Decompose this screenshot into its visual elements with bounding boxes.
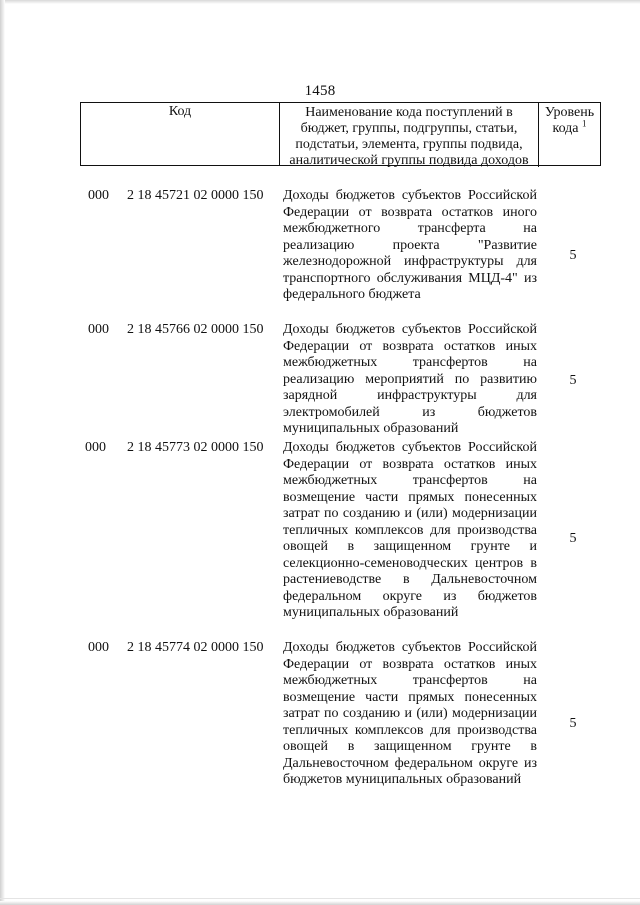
header-level-line1: Уровень <box>544 105 595 120</box>
scan-edge-top <box>0 0 640 4</box>
row-description: Доходы бюджетов субъектов Российской Федерации от возврата остатков иных межбюджетных трансфертов на реализацию мероприятий по развитию зарядной инфраструктуры для электромобилей из бюджетов муниципальных образований <box>283 322 537 436</box>
header-name <box>280 103 539 167</box>
scan-edge-bottom <box>0 901 640 905</box>
row-income-code: 2 18 45766 02 0000 150 <box>127 322 264 337</box>
row-level: 5 <box>569 373 577 388</box>
row-admin-code: 000 <box>88 640 109 655</box>
header-level-line2 <box>539 118 600 137</box>
row-income-code: 2 18 45774 02 0000 150 <box>127 640 264 655</box>
row-admin-code: 000 <box>88 322 109 337</box>
header-level-footnote: 1 <box>582 118 587 129</box>
row-level: 5 <box>569 248 577 263</box>
row-income-code: 2 18 45721 02 0000 150 <box>127 188 264 203</box>
header-name-line: подстатьи, элемента, группы подвида, <box>295 137 523 152</box>
row-income-code: 2 18 45773 02 0000 150 <box>127 440 264 455</box>
header-level <box>539 103 600 167</box>
row-level: 5 <box>569 531 577 546</box>
row-admin-code: 000 <box>85 440 106 455</box>
scan-footer-rule <box>0 898 640 899</box>
row-description: Доходы бюджетов субъектов Российской Федерации от возврата остатков иных межбюджетных трансфертов на возмещение части прямых понесенных затрат по созданию и (или) модернизации тепличных комплексов для производства овощей в защищенном грунте и селекционно-семеноводческих центров в растениеводстве в Дальневосточном федеральном округе из бюджетов муниципальных образований <box>283 440 537 620</box>
row-description: Доходы бюджетов субъектов Российской Федерации от возврата остатков иного межбюджетного трансферта на реализацию проекта "Развитие железнодорожной инфраструктуры для транспортного обслуживания МЦД-4" из федерального бюджета <box>283 188 537 302</box>
header-name-line: бюджет, группы, подгруппы, статьи, <box>300 121 518 136</box>
row-level: 5 <box>569 716 577 731</box>
header-code: Код <box>81 103 280 166</box>
header-name-line: аналитической группы подвида доходов <box>289 153 529 168</box>
row-description: Доходы бюджетов субъектов Российской Федерации от возврата остатков иных межбюджетных трансфертов на возмещение части прямых понесенных затрат по созданию и (или) модернизации тепличных комплексов для производства овощей в защищенном грунте в Дальневосточном федеральном округе из бюджетов муниципальных образований <box>283 640 537 787</box>
header-name-line: Наименование кода поступлений в <box>305 105 513 120</box>
page-number: 1458 <box>304 83 336 99</box>
header-level-word: кода <box>552 121 579 136</box>
row-admin-code: 000 <box>88 188 109 203</box>
scan-edge-left <box>0 0 5 905</box>
table-header <box>80 102 601 166</box>
